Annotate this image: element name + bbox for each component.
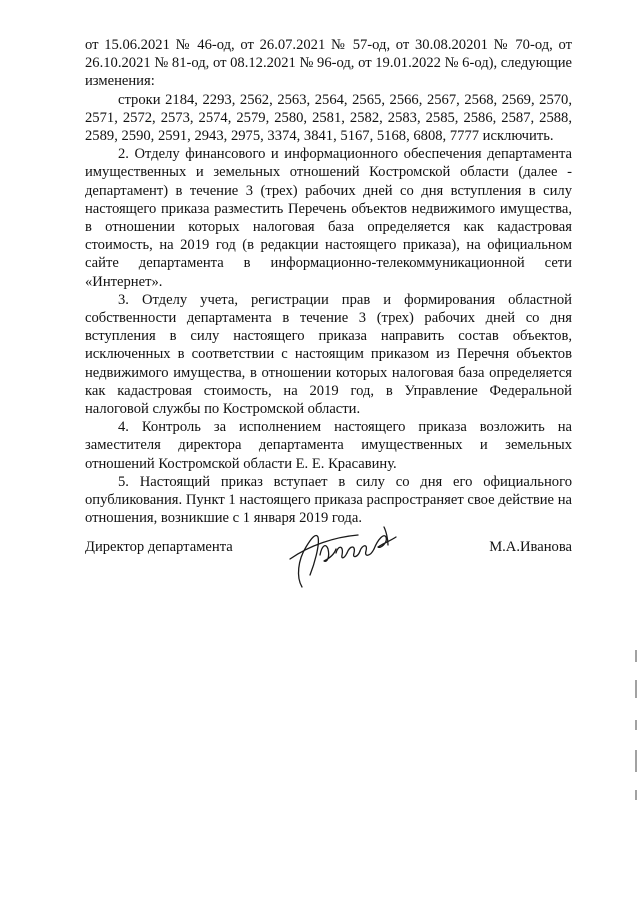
paragraph-excluded-rows: строки 2184, 2293, 2562, 2563, 2564, 2565, 2566, 2567, 2568, 2569, 2570, 2571, 2572, 2573, 2574, 2579, 2580, 2581, 2582, 2583, 2585, 2586, 2587, 2588, 2589, 2590, 2591, 2943, 2975, 3374, 3841, 5167, 5168, 6808, 7777 исключить.: [85, 91, 572, 145]
signer-title: Директор департамента: [85, 539, 233, 555]
scan-edge-marks: [635, 650, 638, 820]
paragraph-2: 2. Отделу финансового и информационного обеспечения департамента имущественных и земельных отношений Костромской области (далее - департамент) в течение 3 (трех) рабочих дней со дня вступления в силу настоящего приказа разместить Перечень объектов недвижимого имущества, в отношении которых налоговая база определяется как кадастровая стоимость, на 2019 год (в редакции настоящего приказа), на официальном сайте департамента в информационно-телекоммуникационной сети «Интернет».: [85, 146, 572, 290]
signer-name: М.А.Иванова: [489, 539, 572, 555]
handwritten-signature: [280, 515, 410, 595]
document-body: [85, 36, 572, 527]
paragraph-4: 4. Контроль за исполнением настоящего приказа возложить на заместителя директора департамента имущественных и земельных отношений Костромской области Е. Е. Красавину.: [85, 419, 572, 472]
paragraph-3: 3. Отделу учета, регистрации прав и формирования областной собственности департамента в течение 3 (трех) рабочих дней со дня вступления в силу настоящего приказа направить состав объектов, исключенных в соответствии с настоящим приказом из Перечня объектов недвижимого имущества, в отношении которых налоговая база определяется как кадастровая стоимость, на 2019 год, в Управление Федеральной налоговой службы по Костромской области.: [85, 291, 572, 418]
paragraph-5: 5. Настоящий приказ вступает в силу со дня его официального опубликования. Пункт 1 настоящего приказа распространяет свое действие на отношения, возникшие с 1 января 2019 года.: [85, 473, 572, 527]
paragraph-continuation: от 15.06.2021 № 46-од, от 26.07.2021 № 57-од, от 30.08.20201 № 70-од, от 26.10.2021 № 81-од, от 08.12.2021 № 96-од, от 19.01.2022 № 6-од), следующие изменения:: [85, 37, 572, 90]
